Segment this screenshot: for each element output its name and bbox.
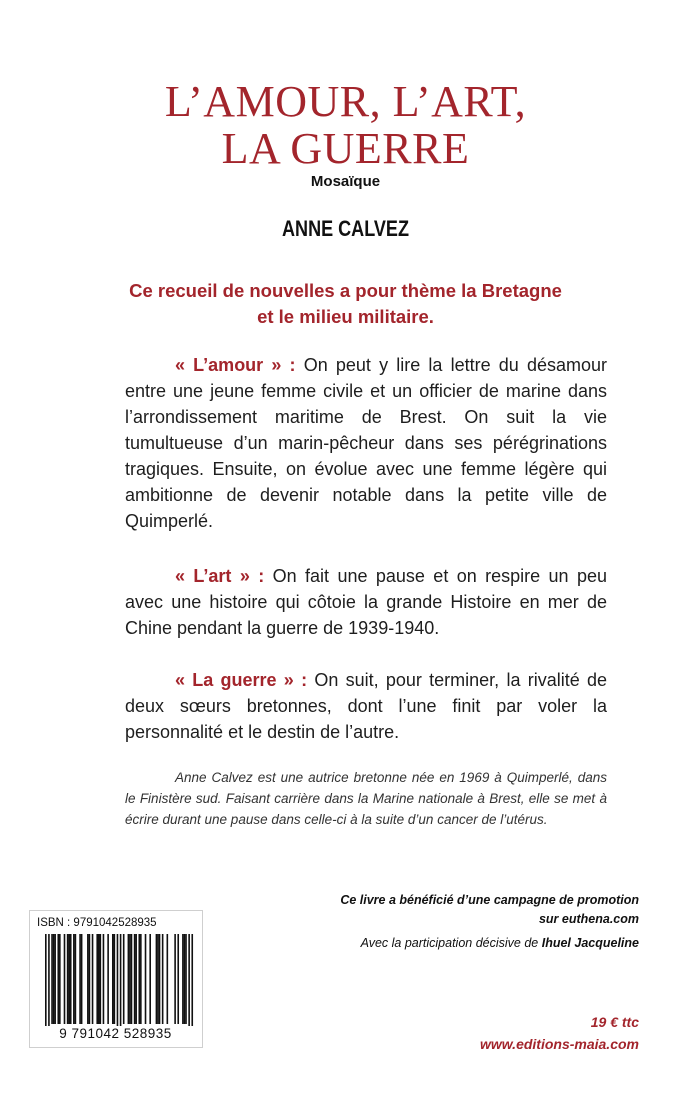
title-line-2: LA GUERRE xyxy=(221,124,470,173)
barcode-bar xyxy=(92,934,94,1024)
barcode-bar xyxy=(67,934,69,1024)
promotion-line-2: sur euthena.com xyxy=(538,912,639,926)
barcode-bar xyxy=(184,934,186,1024)
author-bio: Anne Calvez est une autrice bretonne née en 1969 à Quimperlé, dans le Finistère sud. Faisant carrière dans la Marine nationale à Brest, elle se met à écrire durant une pause dans celle-ci à la suite d’un cancer de l’utérus. xyxy=(125,770,607,827)
section-amour xyxy=(125,352,607,534)
section-label: « L’art » : xyxy=(175,566,265,586)
barcode-bar xyxy=(64,934,66,1024)
barcode-bar xyxy=(157,934,159,1024)
section-label: « L’amour » : xyxy=(175,355,296,375)
barcode-bar xyxy=(140,934,142,1024)
barcode-bar xyxy=(107,934,109,1024)
barcode-bar xyxy=(114,934,116,1024)
barcode-bar xyxy=(45,934,47,1032)
barcode-bar xyxy=(73,934,75,1024)
barcode-bar xyxy=(79,934,81,1024)
section-text: On peut y lire la lettre du désamour entre une jeune femme civile et un officier de marine dans l’arrondissement maritime de Brest. On suit la vie tumultueuse d’un marin-pêcheur dans ses pérégrinations tragiques. Ensuite, on évolue avec une femme légère qui ambitionne de devenir notable dans la petite ville de Quimperlé. xyxy=(125,355,607,531)
barcode-bar xyxy=(103,934,105,1024)
barcode-bar xyxy=(117,934,119,1032)
participation-name: Ihuel Jacqueline xyxy=(541,936,639,950)
barcode-bar xyxy=(145,934,147,1024)
barcode-bar xyxy=(87,934,89,1024)
barcode-bar xyxy=(129,934,131,1024)
barcode-bar xyxy=(59,934,61,1024)
barcode-bar xyxy=(123,934,125,1024)
barcode-bar xyxy=(159,934,161,1024)
barcode-bar xyxy=(53,934,55,1024)
section-text: On suit, pour terminer, la rivalité de deux sœurs bretonnes, dont l’une finit par voler la personnalité et le destin de l’autre. xyxy=(125,670,608,742)
isbn-label: ISBN : 9791042528935 xyxy=(37,917,157,929)
lead-line-2: et le milieu militaire. xyxy=(257,306,434,327)
lead-statement xyxy=(100,278,591,330)
barcode-bar xyxy=(51,934,53,1024)
publisher-website[interactable]: www.editions-maia.com xyxy=(480,1036,639,1052)
barcode-bar xyxy=(149,934,151,1024)
barcode-bar xyxy=(156,934,158,1024)
participation-note xyxy=(299,934,639,953)
price-tag: 19 € ttc xyxy=(590,1014,639,1030)
barcode-bar xyxy=(112,934,114,1024)
barcode-bar xyxy=(191,934,193,1032)
barcode-bar xyxy=(134,934,136,1024)
section-label: « La guerre » : xyxy=(175,670,308,690)
barcode-bar xyxy=(57,934,59,1024)
barcode-bar xyxy=(174,934,176,1024)
barcode-bar xyxy=(188,934,190,1032)
barcode-bar xyxy=(48,934,50,1032)
barcode-bar xyxy=(167,934,169,1024)
book-title xyxy=(0,78,691,172)
book-subtitle: Mosaïque xyxy=(310,173,381,190)
barcode-bar xyxy=(96,934,98,1024)
barcode-bar xyxy=(98,934,100,1024)
barcode-bar xyxy=(128,934,130,1024)
barcode-bar xyxy=(135,934,137,1024)
barcode-bar xyxy=(70,934,72,1024)
promotion-note xyxy=(299,891,639,929)
barcode-bar xyxy=(81,934,83,1024)
barcode-digits: 9 791042 528935 xyxy=(33,1026,198,1041)
section-art xyxy=(125,563,607,641)
section-guerre xyxy=(125,667,607,745)
barcode-bar xyxy=(120,934,122,1032)
barcode-bar xyxy=(68,934,70,1024)
barcode-bar xyxy=(89,934,91,1024)
barcode-bar xyxy=(131,934,133,1024)
barcode-bar xyxy=(182,934,184,1024)
barcode-bar xyxy=(177,934,179,1024)
barcode-bar xyxy=(54,934,56,1024)
barcode-bar xyxy=(75,934,77,1024)
barcode-bar xyxy=(162,934,164,1024)
title-line-1: L’AMOUR, L’ART, xyxy=(164,77,527,126)
participation-prefix: Avec la participation décisive de xyxy=(360,936,539,950)
barcode-bar xyxy=(100,934,102,1024)
section-text: On fait une pause et on respire un peu avec une histoire qui côtoie la grande Histoire en mer de Chine pendant la guerre de 1939-1940. xyxy=(125,566,607,638)
barcode-bar xyxy=(185,934,187,1024)
lead-line-1: Ce recueil de nouvelles a pour thème la Bretagne xyxy=(129,280,562,301)
barcode-bar xyxy=(138,934,140,1024)
author-name: ANNE CALVEZ xyxy=(282,216,409,241)
promotion-line-1: Ce livre a bénéficié d’une campagne de promotion xyxy=(340,893,639,907)
barcode-image xyxy=(37,934,195,1032)
